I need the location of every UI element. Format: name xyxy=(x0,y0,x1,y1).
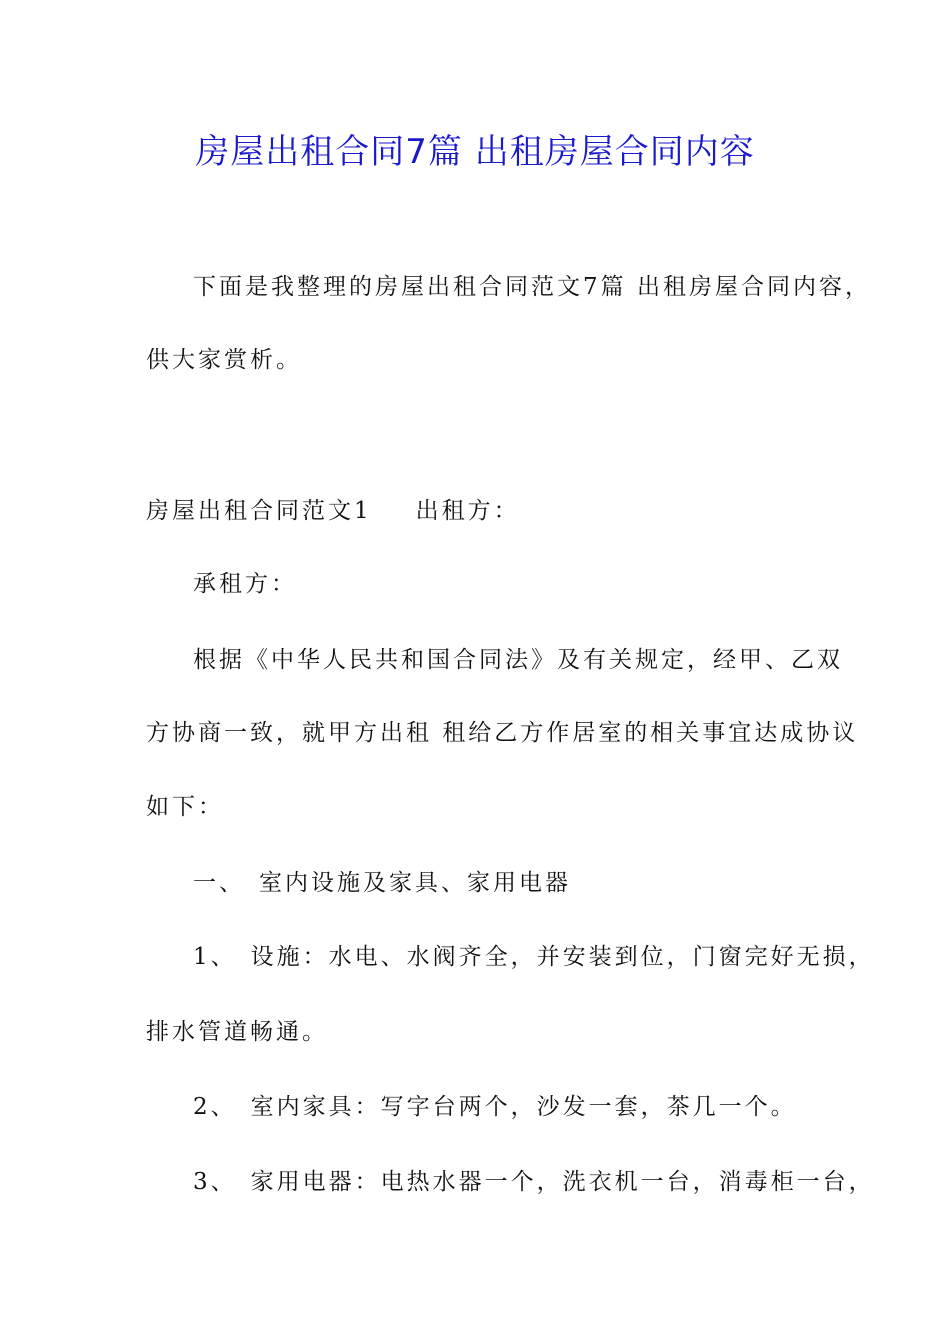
item-1-number: 1、 xyxy=(193,944,237,970)
intro-paragraph-line-2: 供大家赏析。 xyxy=(146,347,302,373)
item-3-line xyxy=(193,1165,875,1199)
clause-1-text: 室内设施及家具、家用电器 xyxy=(259,870,571,896)
basis-paragraph-line-3: 如下： xyxy=(146,794,224,820)
item-1-continuation: 排水管道畅通。 xyxy=(146,1019,328,1045)
clause-1-heading xyxy=(193,866,571,900)
basis-paragraph-line-1: 根据《中华人民共和国合同法》及有关规定，经甲、乙双 xyxy=(193,647,843,673)
item-3-number: 3、 xyxy=(193,1169,237,1195)
document-title: 房屋出租合同7篇 出租房屋合同内容 xyxy=(195,132,755,172)
item-1-line xyxy=(193,940,875,974)
item-1-text: 设施：水电、水阀齐全，并安装到位，门窗完好无损， xyxy=(250,944,875,970)
section-heading: 房屋出租合同范文1 xyxy=(146,498,372,524)
item-3-text: 家用电器：电热水器一个，洗衣机一台，消毒柜一台， xyxy=(250,1169,875,1195)
lessee-label: 承租方： xyxy=(193,571,297,597)
item-2-line xyxy=(193,1090,797,1124)
section-heading-row xyxy=(146,494,520,528)
item-2-number: 2、 xyxy=(193,1094,237,1120)
clause-1-number: 一、 xyxy=(193,870,245,896)
lessor-label: 出租方： xyxy=(415,498,520,524)
intro-paragraph-line-1: 下面是我整理的房屋出租合同范文7篇 出租房屋合同内容， xyxy=(193,274,871,300)
item-2-text: 室内家具：写字台两个，沙发一套，茶几一个。 xyxy=(250,1094,797,1120)
basis-paragraph-line-2: 方协商一致，就甲方出租 租给乙方作居室的相关事宜达成协议 xyxy=(146,720,859,746)
